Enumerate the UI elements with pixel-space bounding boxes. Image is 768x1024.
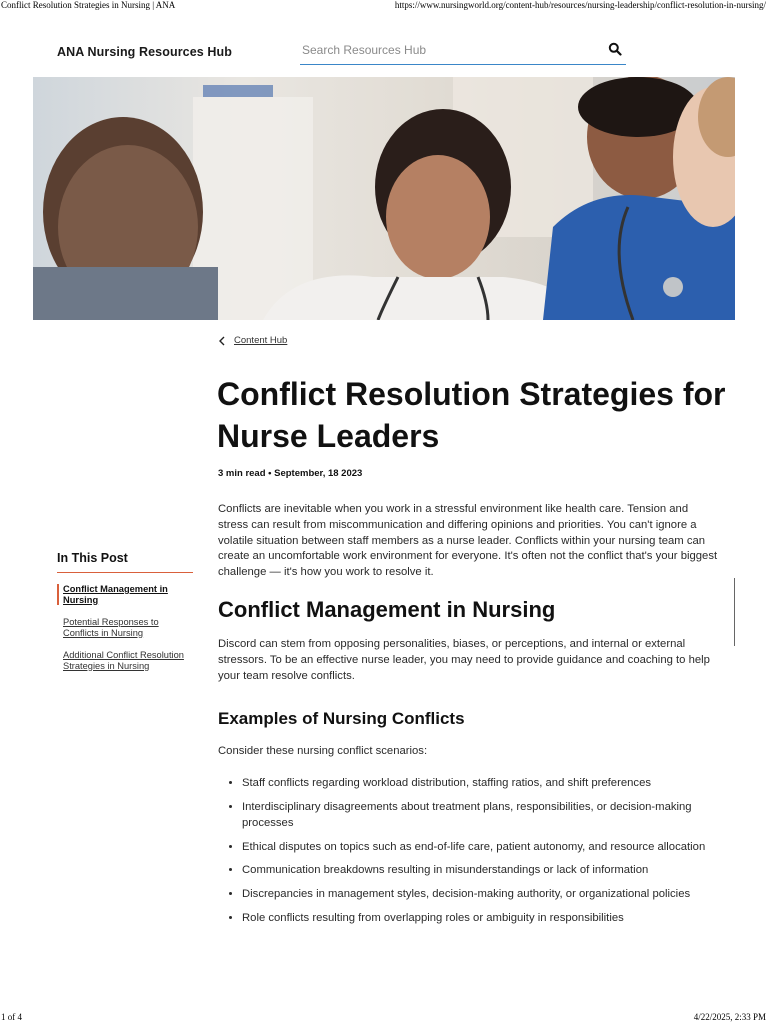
examples-list [218,776,718,927]
search-box [300,37,626,65]
article-body [218,502,718,935]
list-item: • Discrepancies in management styles, decision-making authority, or organizational policies [242,887,718,903]
print-header [0,0,768,12]
print-page-title: Conflict Resolution Strategies in Nursing | ANA [1,0,176,10]
breadcrumb-content-hub-link[interactable]: Content Hub [234,335,288,346]
list-item: • Communication breakdowns resulting in misunderstandings or lack of information [242,863,718,879]
article-meta: 3 min read • September, 18 2023 [218,468,363,479]
page-title: Conflict Resolution Strategies for Nurse Leaders [217,376,726,454]
print-footer [0,1012,768,1024]
subsection-heading-examples: Examples of Nursing Conflicts [218,709,465,729]
examples-lead: Consider these nursing conflict scenarios: [218,745,428,758]
toc-item-conflict-management[interactable]: Conflict Management in Nursing [57,584,193,605]
toc-list [57,584,193,671]
hero-image [33,77,735,320]
print-page-url: https://www.nursingworld.org/content-hub/resources/nursing-leadership/conflict-resolution-in-nursing/ [394,0,766,10]
table-of-contents [57,551,193,683]
section-paragraph: Discord can stem from opposing personalities, biases, or perceptions, and internal or external stressors. To be an effective nurse leader, you may need to provide guidance and coaching to help your team resolve conflicts. [218,637,710,682]
site-name[interactable]: ANA Nursing Resources Hub [57,45,232,59]
search-input[interactable] [300,39,594,61]
intro-paragraph: Conflicts are inevitable when you work in a stressful environment like health care. Tension and stress can result from miscommunication and differing opinions and priorities. You can't ignore a volatile situation between staff members as a nurse leader. Conflicts within your nursing team can create an uncomfortable work environment for everyone. It's often not the conflict that's your biggest challenge — it's how you work to resolve it. [218,503,718,579]
list-item: • Ethical disputes on topics such as end-of-life care, patient autonomy, and resource allocation [242,840,718,856]
toc-heading: In This Post [57,551,193,573]
chevron-left-icon [218,336,226,346]
print-datetime: 4/22/2025, 2:33 PM [693,1012,766,1022]
print-page-number: 1 of 4 [1,1012,22,1022]
search-icon[interactable] [608,42,622,56]
toc-item-additional-strategies[interactable]: Additional Conflict Resolution Strategies in Nursing [63,650,184,671]
list-item: • Staff conflicts regarding workload distribution, staffing ratios, and shift preferences [242,776,718,792]
breadcrumb [218,335,287,346]
section-heading-conflict-management: Conflict Management in Nursing [218,596,556,622]
scrollbar-edge [734,578,735,646]
hero-photo-nurses [33,77,735,320]
toc-item-potential-responses[interactable]: Potential Responses to Conflicts in Nursing [63,617,159,638]
list-item: • Interdisciplinary disagreements about treatment plans, responsibilities, or decision-making processes [242,800,718,832]
list-item: • Role conflicts resulting from overlapping roles or ambiguity in responsibilities [242,911,718,927]
